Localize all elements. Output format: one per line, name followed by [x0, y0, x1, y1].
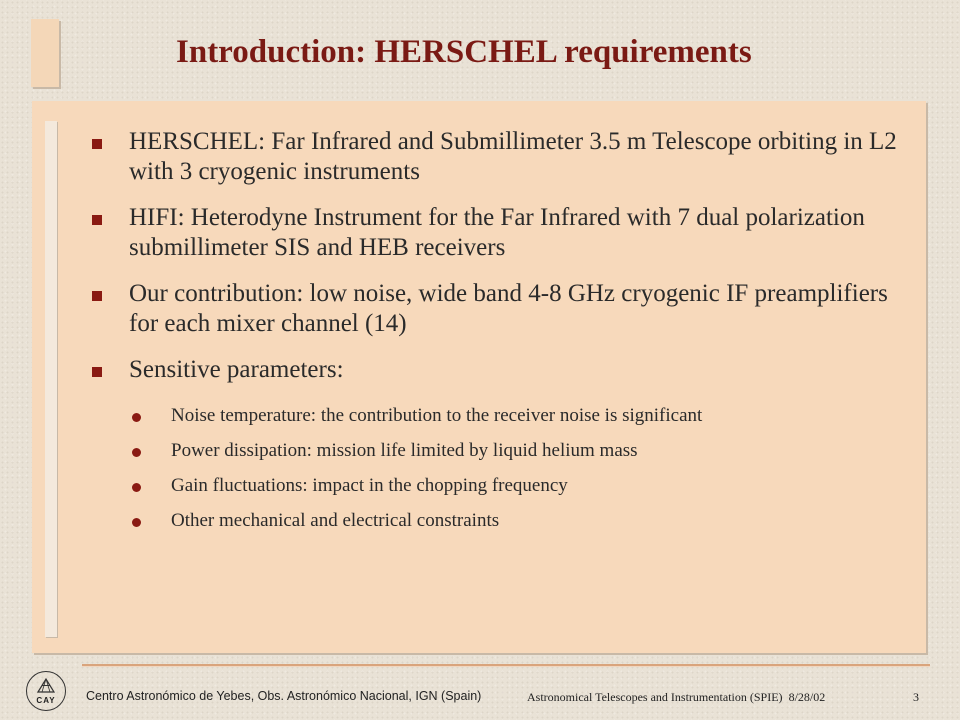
footer-conference-info [524, 690, 825, 705]
round-bullet-icon [132, 483, 141, 492]
title-accent-bar [31, 19, 59, 87]
sub-bullet-text: Gain fluctuations: impact in the chopping frequency [171, 475, 568, 496]
page-number: 3 [913, 690, 919, 704]
sub-bullet-item [131, 474, 912, 497]
footer-conference: Astronomical Telescopes and Instrumentation (SPIE) [527, 690, 783, 704]
bullet-text: Sensitive parameters: [129, 356, 344, 383]
bullet-item [92, 355, 912, 385]
square-bullet-icon [92, 367, 102, 377]
footer-institution: Centro Astronómico de Yebes, Obs. Astronómico Nacional, IGN (Spain) [86, 689, 482, 703]
sub-bullet-item [131, 404, 912, 427]
content-accent-bar [45, 121, 57, 637]
sub-bullet-text: Noise temperature: the contribution to the receiver noise is significant [171, 405, 703, 426]
sub-bullet-text: Other mechanical and electrical constraints [171, 510, 500, 531]
square-bullet-icon [92, 139, 102, 149]
bullet-item [92, 203, 912, 263]
round-bullet-icon [132, 448, 141, 457]
content-panel [32, 101, 926, 653]
round-bullet-icon [132, 413, 141, 422]
bullet-item [92, 127, 912, 187]
square-bullet-icon [92, 215, 102, 225]
slide-title: Introduction: HERSCHEL requirements [176, 34, 752, 70]
bullet-text: HERSCHEL: Far Infrared and Submillimeter 3.5 m Telescope orbiting in L2 with 3 cryogenic instruments [129, 128, 897, 185]
bullet-list [92, 127, 912, 544]
bullet-text: HIFI: Heterodyne Instrument for the Far Infrared with 7 dual polarization submillimeter SIS and HEB receivers [129, 204, 865, 261]
round-bullet-icon [132, 518, 141, 527]
bullet-text: Our contribution: low noise, wide band 4-8 GHz cryogenic IF preamplifiers for each mixer channel (14) [129, 280, 888, 337]
sub-bullet-text: Power dissipation: mission life limited by liquid helium mass [171, 440, 638, 461]
cay-logo-icon [26, 671, 66, 711]
footer-divider [82, 664, 930, 666]
logo-text: CAY [36, 696, 56, 705]
square-bullet-icon [92, 291, 102, 301]
bullet-item [92, 279, 912, 339]
sub-bullet-item [131, 509, 912, 532]
sub-bullet-item [131, 439, 912, 462]
footer-date: 8/28/02 [788, 690, 826, 704]
